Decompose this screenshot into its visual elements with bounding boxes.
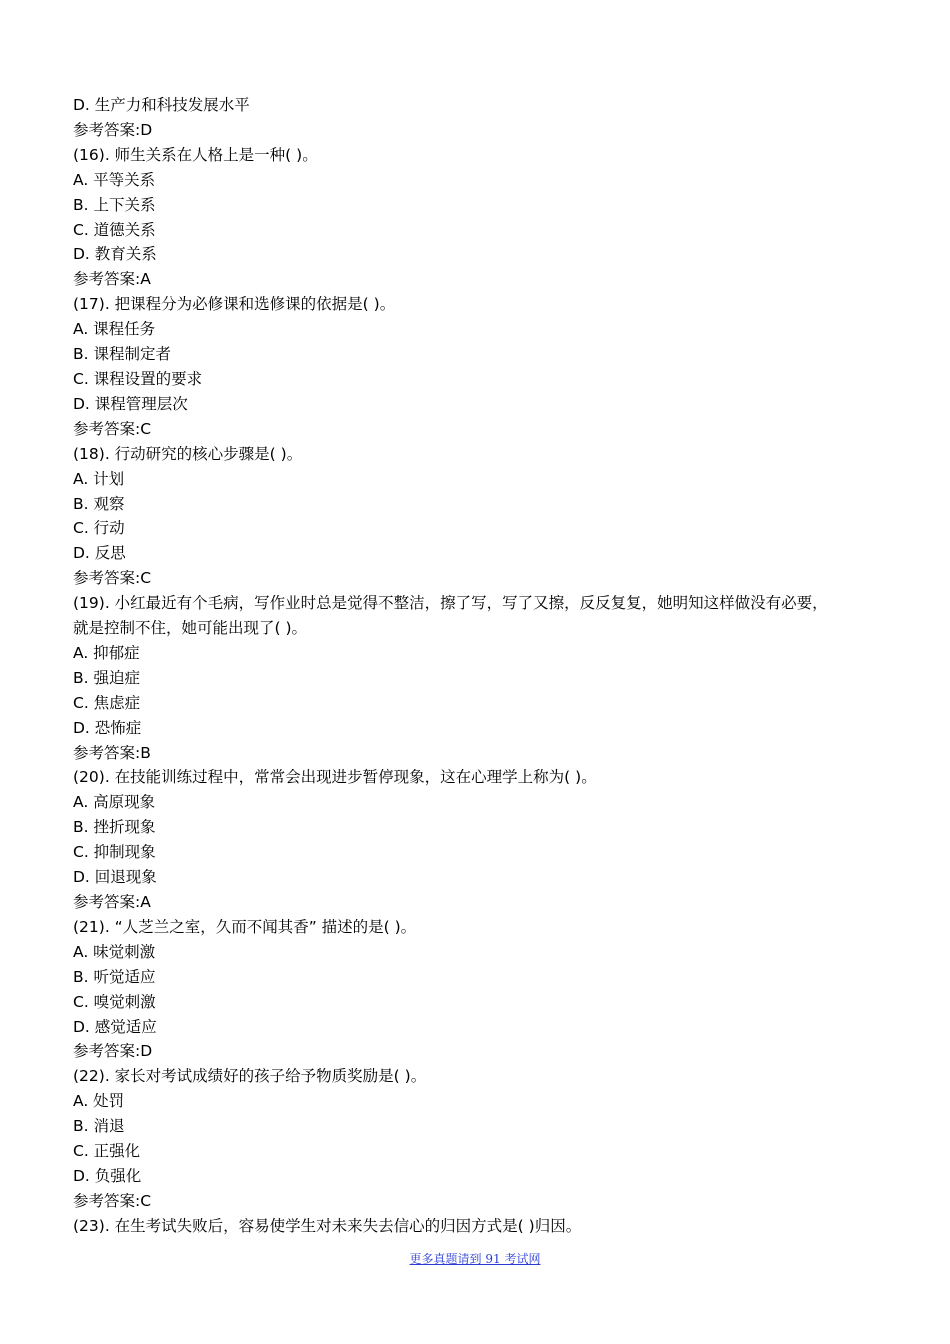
option-line: C. 抑制现象 — [73, 843, 156, 862]
option-line: D. 恐怖症 — [73, 718, 142, 737]
option-line: C. 课程设置的要求 — [73, 369, 203, 388]
option-line: A. 高原现象 — [73, 793, 156, 812]
text-line: D. 生产力和科技发展水平 — [73, 96, 250, 114]
question-20: (20). 在技能训练过程中，常常会出现进步暂停现象，这在心理学上称为( )。 — [73, 768, 597, 787]
option-line: D. 教育关系 — [73, 245, 157, 264]
question-22: (22). 家长对考试成绩好的孩子给予物质奖励是( )。 — [73, 1067, 427, 1086]
option-line: A. 平等关系 — [73, 170, 156, 189]
option-line: B. 挫折现象 — [73, 818, 156, 837]
option-line: B. 听觉适应 — [73, 967, 156, 986]
option-line: C. 焦虑症 — [73, 693, 141, 712]
document-body — [73, 93, 893, 1239]
option-line: D. 课程管理层次 — [73, 394, 188, 413]
question-19: (19). 小红最近有个毛病，写作业时总是觉得不整洁，擦了写，写了又擦，反反复复，她明知这样做没有必要， — [73, 594, 828, 613]
answer-line: 参考答案:D — [73, 1042, 153, 1061]
option-line: C. 道德关系 — [73, 220, 156, 239]
option-line: B. 强迫症 — [73, 668, 140, 687]
option-line: A. 抑郁症 — [73, 643, 140, 662]
answer-line: 参考答案:C — [73, 569, 152, 588]
option-line: A. 计划 — [73, 469, 125, 488]
answer-line: 参考答案:A — [73, 893, 151, 911]
question-19-continued: 就是控制不住，她可能出现了( )。 — [73, 619, 308, 638]
option-line: D. 负强化 — [73, 1166, 142, 1185]
question-16: (16). 师生关系在人格上是一种( )。 — [73, 145, 318, 164]
option-line: C. 正强化 — [73, 1142, 141, 1161]
question-18: (18). 行动研究的核心步骤是( )。 — [73, 444, 303, 463]
option-line: B. 上下关系 — [73, 195, 156, 214]
page-footer — [0, 1248, 950, 1267]
option-line: B. 课程制定者 — [73, 345, 171, 364]
answer-line: 参考答案:D — [73, 120, 153, 139]
answer-line: 参考答案:C — [73, 1191, 152, 1210]
option-line: B. 观察 — [73, 494, 125, 513]
option-line: C. 行动 — [73, 519, 125, 538]
footer-link[interactable]: 更多真题请到 91 考试网 — [409, 1252, 541, 1266]
option-line: D. 回退现象 — [73, 868, 157, 887]
option-line: A. 处罚 — [73, 1092, 125, 1111]
answer-line: 参考答案:A — [73, 270, 151, 289]
option-line: B. 消退 — [73, 1117, 125, 1136]
answer-line: 参考答案:C — [73, 419, 152, 438]
question-21: (21). “人芝兰之室，久而不闻其香” 描述的是( )。 — [73, 917, 417, 936]
option-line: A. 课程任务 — [73, 320, 156, 339]
option-line: D. 感觉适应 — [73, 1017, 157, 1036]
option-line: D. 反思 — [73, 544, 126, 563]
question-23: (23). 在生考试失败后，容易使学生对未来失去信心的归因方式是( )归因。 — [73, 1216, 582, 1235]
question-17: (17). 把课程分为必修课和选修课的依据是( )。 — [73, 295, 396, 314]
option-line: A. 味觉刺激 — [73, 942, 156, 961]
option-line: C. 嗅觉刺激 — [73, 992, 156, 1011]
answer-line: 参考答案:B — [73, 743, 151, 762]
